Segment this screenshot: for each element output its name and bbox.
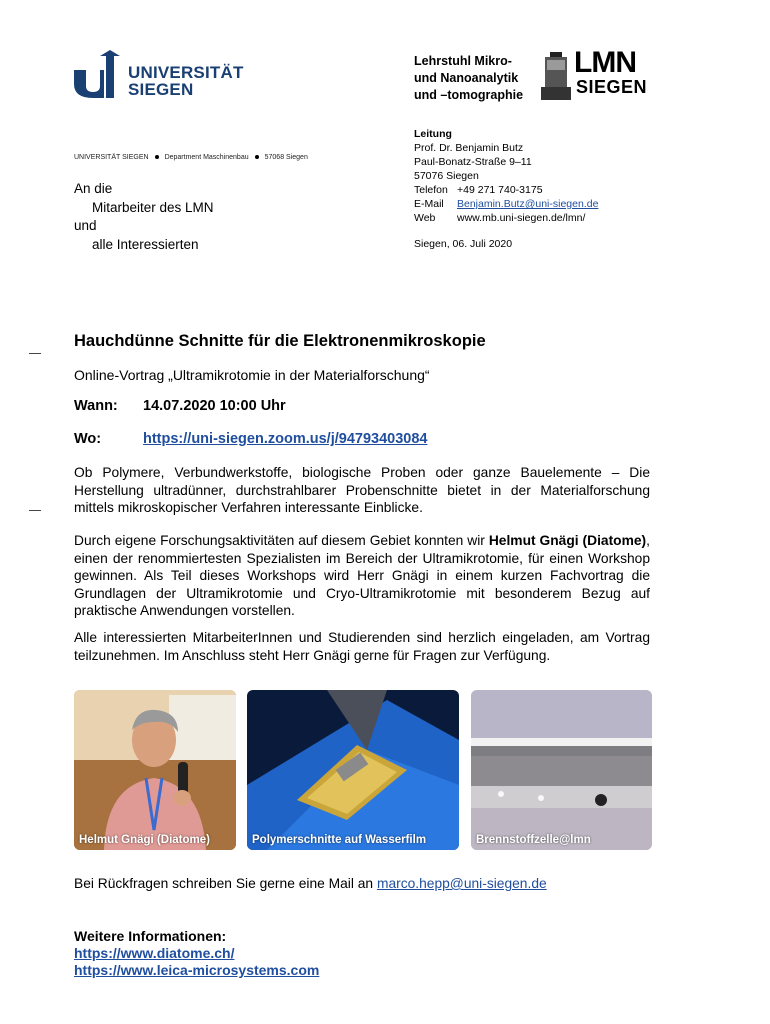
page-title: Hauchdünne Schnitte für die Elektronenmikroskopie (74, 332, 486, 350)
chair-name-line3: und –tomographie (414, 88, 524, 102)
chair-name-line1: Lehrstuhl Mikro- (414, 54, 512, 68)
sender-line (74, 154, 308, 161)
leica-link[interactable]: https://www.leica-microsystems.com (74, 962, 320, 978)
letter-date: Siegen, 06. Juli 2020 (414, 238, 513, 250)
chair-name (414, 53, 523, 104)
bullet-icon (155, 155, 159, 159)
polymer-sections-image (247, 690, 459, 850)
contact-block (414, 127, 598, 225)
more-info-heading: Weitere Informationen: (74, 928, 227, 944)
speaker-photo-image (74, 690, 236, 850)
polymer-sections-photo (247, 690, 459, 850)
subtitle: Online-Vortrag „Ultramikrotomie in der Materialforschung“ (74, 367, 430, 383)
web-label: Web (414, 212, 436, 224)
paragraph-intro: Ob Polymere, Verbundwerkstoffe, biologische Proben oder ganze Bauelemente – Die Herstellung ultradünner, durchstrahlbarer Probenschnitte bietet in der Materialforschung mittels mikroskopischer Verfahren interessante Einblicke. (74, 465, 650, 515)
lmn-logo-sub: SIEGEN (576, 77, 648, 97)
microscope-icon (541, 52, 571, 100)
leitung-street: Paul-Bonatz-Straße 9–11 (414, 156, 532, 168)
university-logo-line2: SIEGEN (128, 80, 194, 99)
diatome-link[interactable]: https://www.diatome.ch/ (74, 945, 235, 961)
chair-name-line2: und Nanoanalytik (414, 71, 519, 85)
sender-university: UNIVERSITÄT SIEGEN (74, 154, 149, 161)
leitung-email-link[interactable]: Benjamin.Butz@uni-siegen.de (457, 198, 599, 210)
sender-city: 57068 Siegen (264, 154, 308, 161)
bullet-icon (255, 155, 259, 159)
sender-department: Department Maschinenbau (164, 154, 249, 161)
leitung-heading: Leitung (414, 128, 452, 140)
paragraph-invitation: Alle interessierten MitarbeiterInnen und Studierenden sind herzlich eingeladen, am Vortrag teilzunehmen. Im Anschluss steht Herr Gnägi gerne für Fragen zur Verfügung. (74, 630, 650, 663)
leitung-city: 57076 Siegen (414, 170, 479, 182)
paragraph-text: , einen der renommiertesten Spezialisten im Bereich der Ultramikrotomie, für einen Workshop gewinnen. Als Teil dieses Workshops wird Herr Gnägi in einem kurzen Fachvortrag die Grundlagen der Ultramikrotomie und Cryo-Ultramikrotomie mit besonderem Bezug auf praktische Anwendungen vorstellen. (74, 533, 650, 618)
paragraph-text: Durch eigene Forschungsaktivitäten auf diesem Gebiet konnten wir (74, 533, 489, 548)
where-label: Wo: (74, 431, 102, 447)
contact-line (74, 876, 547, 891)
address-line: Mitarbeiter des LMN (92, 199, 214, 215)
university-logo-icon (74, 50, 124, 100)
email-label: E-Mail (414, 198, 444, 210)
speaker-name: Helmut Gnägi (Diatome) (488, 533, 647, 548)
zoom-link[interactable]: https://uni-siegen.zoom.us/j/94793403084 (143, 431, 428, 447)
web-value: www.mb.uni-siegen.de/lmn/ (457, 212, 586, 224)
contact-email-link[interactable]: marco.hepp@uni-siegen.de (376, 876, 547, 891)
contact-text: Bei Rückfragen schreiben Sie gerne eine Mail an (74, 876, 377, 891)
photo-caption: Polymerschnitte auf Wasserfilm (252, 834, 427, 846)
fold-mark (29, 510, 41, 511)
photo-caption: Brennstoffzelle@lmn (476, 834, 591, 846)
address-line: und (74, 218, 97, 233)
leitung-email-row (414, 197, 598, 211)
recipient-address (74, 180, 214, 254)
leitung-phone-row (414, 183, 598, 197)
leitung-name: Prof. Dr. Benjamin Butz (414, 142, 524, 154)
fuel-cell-photo (471, 690, 652, 850)
address-line: alle Interessierten (92, 236, 199, 252)
paragraph-speaker (74, 532, 650, 620)
when-value: 14.07.2020 10:00 Uhr (143, 398, 286, 414)
fold-mark (29, 353, 41, 354)
fuel-cell-image (471, 690, 652, 850)
speaker-photo (74, 690, 236, 850)
photo-caption: Helmut Gnägi (Diatome) (79, 834, 210, 846)
address-line: An die (74, 181, 113, 196)
phone-value: +49 271 740-3175 (457, 184, 543, 196)
university-logo (74, 50, 254, 102)
lmn-logo: LMN (574, 46, 636, 79)
when-label: Wann: (74, 398, 118, 414)
phone-label: Telefon (414, 184, 448, 196)
university-logo-line1: UNIVERSITÄT (128, 63, 244, 82)
leitung-web-row (414, 211, 598, 225)
